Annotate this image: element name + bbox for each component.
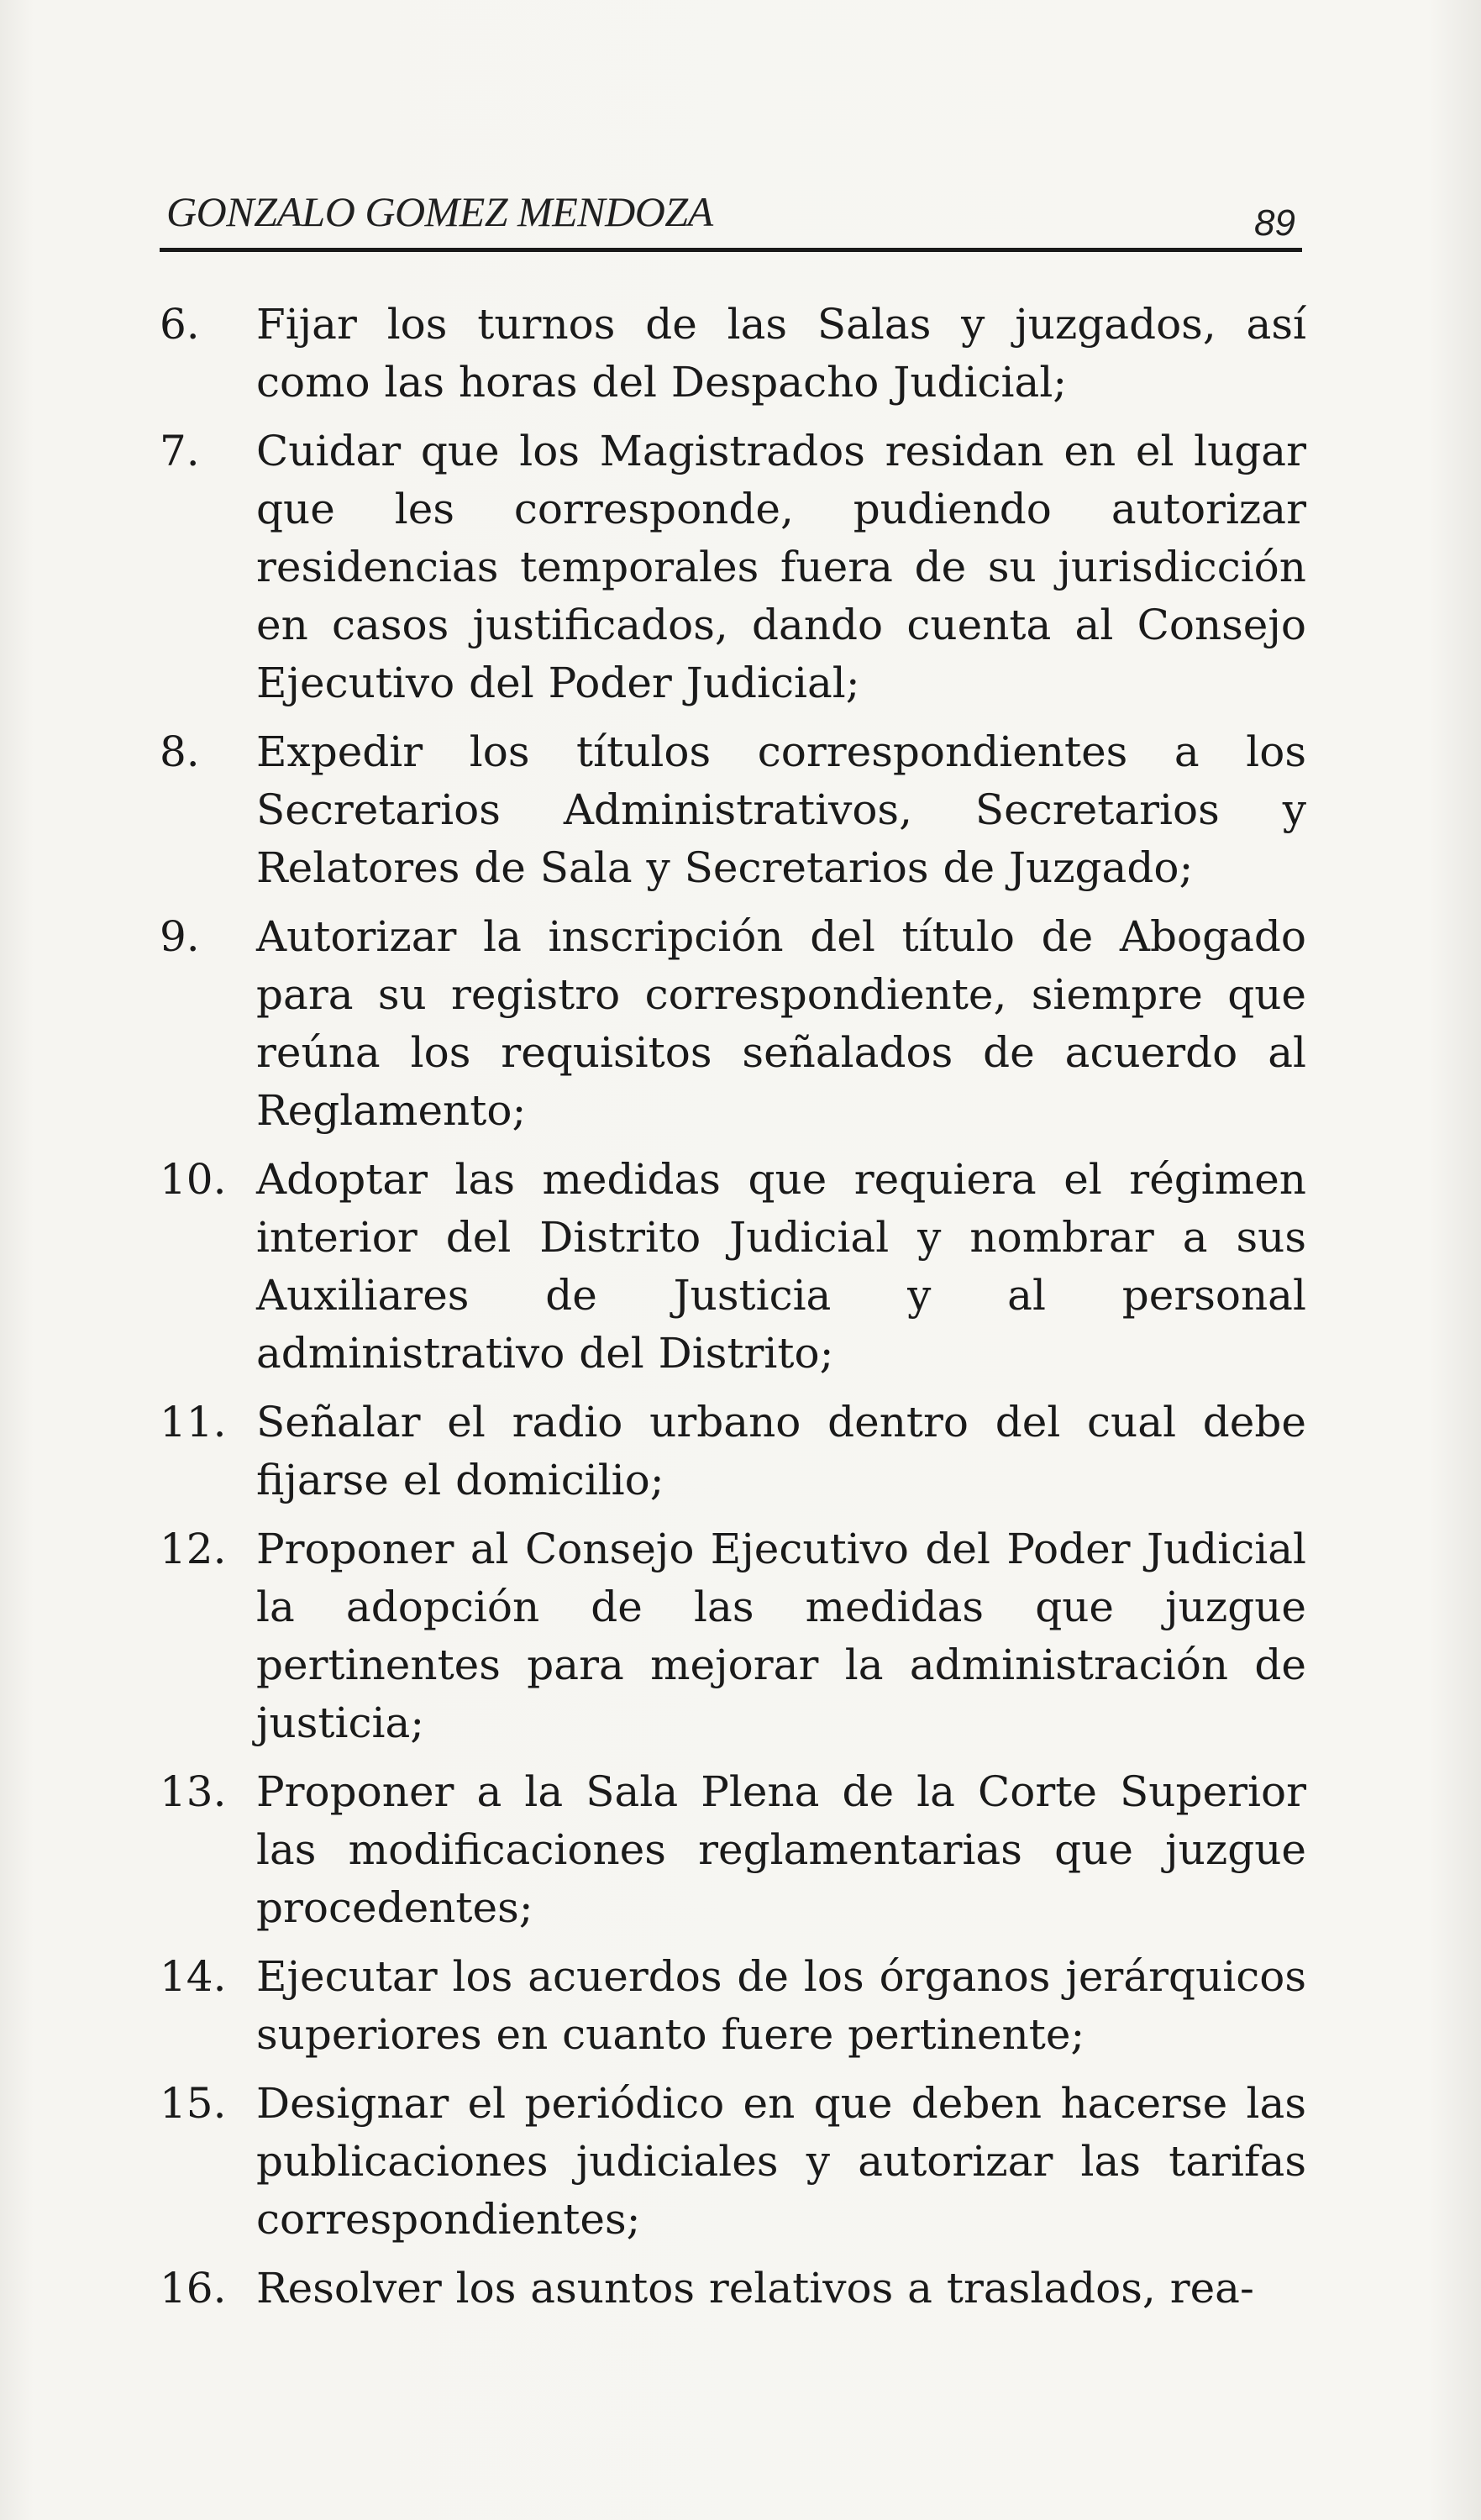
item-text: Ejecutar los acuerdos de los órganos jerárquicos superiores en cuanto fuere pertinente; [256,1952,1306,2059]
list-item [160,1520,1306,1752]
list-item [160,908,1306,1140]
list-item [160,1151,1306,1383]
list-item [160,423,1306,712]
list-item [160,723,1306,897]
item-text: Designar el periódico en que deben hacerse las publicaciones judiciales y autorizar las tarifas correspondientes; [256,2079,1306,2244]
item-number: 15. [160,2079,227,2128]
item-text: Adoptar las medidas que requiera el régimen interior del Distrito Judicial y nombrar a sus Auxiliares de Justicia y al personal administrativo del Distrito; [256,1155,1306,1378]
numbered-list [160,296,1306,2328]
item-text: Señalar el radio urbano dentro del cual debe fijarse el domicilio; [256,1398,1306,1504]
page-number: 89 [1254,202,1295,244]
list-item [160,2260,1306,2318]
list-item [160,2075,1306,2249]
item-number: 11. [160,1398,227,1446]
item-number: 16. [160,2264,227,2313]
item-text: Cuidar que los Magistrados residan en el lugar que les corresponde, pudiendo autorizar residencias temporales fuera de su jurisdicción en casos justificados, dando cuenta al Consejo Ejecutivo del Poder Judicial; [256,427,1306,707]
list-item [160,1948,1306,2064]
item-number: 14. [160,1952,227,2001]
list-item [160,296,1306,412]
item-text: Proponer al Consejo Ejecutivo del Poder Judicial la adopción de las medidas que juzgue pertinentes para mejorar la administración de justicia; [256,1525,1306,1747]
item-text: Proponer a la Sala Plena de la Corte Superior las modificaciones reglamentarias que juzgue procedentes; [256,1767,1306,1932]
item-text: Expedir los títulos correspondientes a los Secretarios Administrativos, Secretarios y Relatores de Sala y Secretarios de Juzgado; [256,727,1306,892]
running-head [160,172,1302,252]
item-text: Fijar los turnos de las Salas y juzgados, así como las horas del Despacho Judicial; [256,300,1306,407]
item-number: 6. [160,300,200,349]
item-text: Resolver los asuntos relativos a traslados, rea- [256,2264,1254,2313]
author-name: GONZALO GOMEZ MENDOZA [166,188,713,235]
item-number: 13. [160,1767,227,1816]
item-number: 7. [160,427,200,475]
item-number: 10. [160,1155,227,1204]
item-number: 9. [160,912,200,961]
item-number: 12. [160,1525,227,1573]
item-number: 8. [160,727,200,776]
list-item [160,1763,1306,1937]
item-text: Autorizar la inscripción del título de Abogado para su registro correspondiente, siempre que reúna los requisitos señalados de acuerdo al Reglamento; [256,912,1306,1135]
list-item [160,1394,1306,1509]
